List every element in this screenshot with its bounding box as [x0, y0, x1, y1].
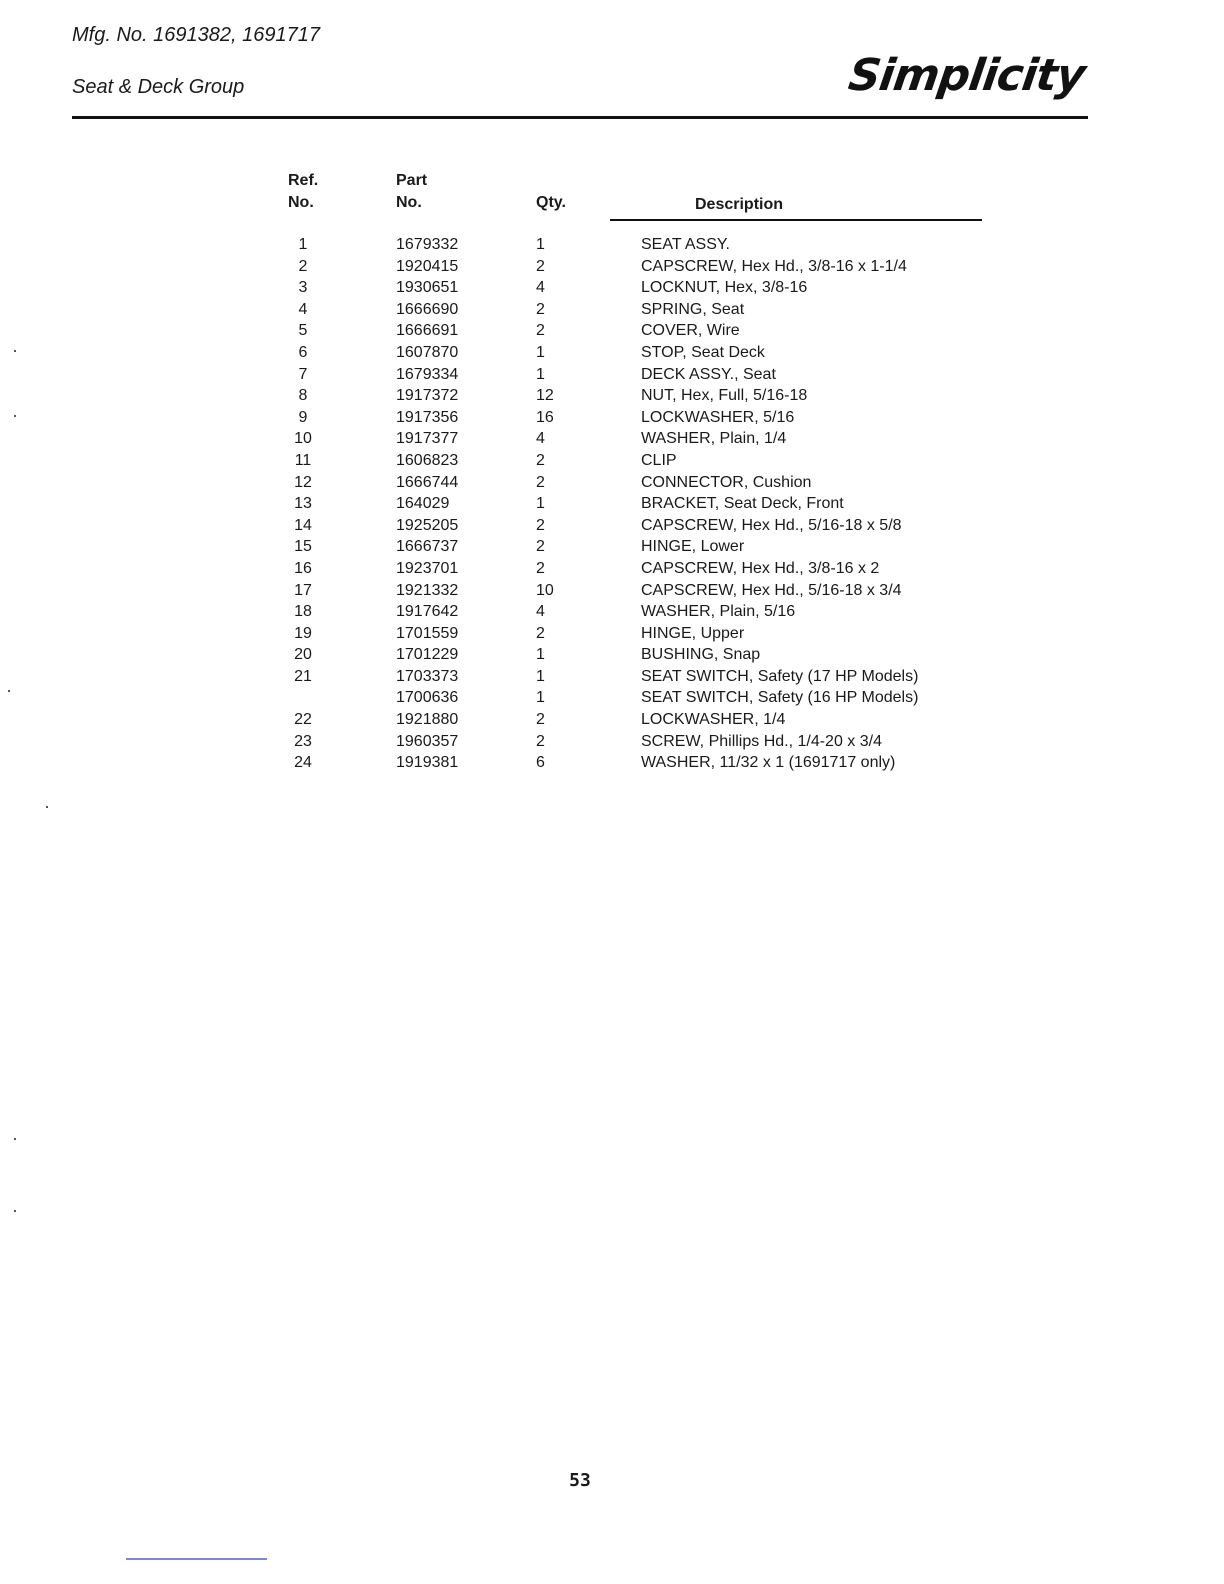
table-row: [288, 646, 982, 668]
description-cell: WASHER, 11/32 x 1 (1691717 only): [641, 754, 896, 772]
table-row: [288, 754, 982, 776]
table-row: [288, 625, 982, 647]
part-number-cell: 1679332: [396, 236, 459, 253]
ref-cell: 8: [298, 387, 308, 405]
quantity-cell: 1: [536, 343, 545, 361]
table-body: [288, 236, 982, 776]
part-number-cell: 1925205: [396, 516, 459, 534]
part-number-cell: 1921880: [396, 711, 459, 729]
table-row: [288, 322, 982, 344]
section-title: Seat & Deck Group: [72, 76, 245, 98]
margin-speck: [46, 806, 48, 808]
ref-cell: 24: [294, 754, 312, 772]
ref-cell: 10: [294, 430, 312, 448]
description-cell: CAPSCREW, Hex Hd., 3/8-16 x 1-1/4: [641, 257, 907, 275]
description-cell: STOP, Seat Deck: [641, 343, 765, 361]
header-divider: [72, 116, 1088, 119]
description-cell: LOCKWASHER, 1/4: [641, 711, 786, 729]
table-row: [288, 430, 982, 452]
part-number-cell: 1917377: [396, 430, 459, 448]
description-cell: LOCKNUT, Hex, 3/8-16: [641, 279, 808, 297]
ref-cell: 13: [294, 495, 312, 513]
quantity-cell: 10: [536, 581, 554, 599]
part-number-cell: 1919381: [396, 754, 459, 772]
brand-logo: Simplicity: [845, 50, 1088, 101]
quantity-cell: 1: [536, 667, 545, 685]
ref-cell: 16: [294, 559, 312, 577]
table-row: [288, 711, 982, 733]
description-cell: COVER, Wire: [641, 322, 740, 340]
part-number-cell: 1923701: [396, 559, 459, 577]
quantity-cell: 2: [536, 257, 545, 275]
ref-cell: 3: [298, 279, 308, 297]
table-row: [288, 603, 982, 625]
table-row: [288, 517, 982, 539]
part-number-cell: 1960357: [396, 732, 459, 750]
description-cell: LOCKWASHER, 5/16: [641, 408, 795, 426]
part-number-cell: 1700636: [396, 689, 459, 707]
ref-cell: 17: [294, 581, 312, 599]
margin-speck: [14, 1210, 16, 1212]
table-row: [288, 668, 982, 690]
quantity-cell: 2: [536, 451, 545, 469]
description-cell: BUSHING, Snap: [641, 646, 761, 664]
table-row: [288, 258, 982, 280]
table-row: [288, 689, 982, 711]
table-header: [288, 172, 982, 220]
ref-cell: 15: [294, 538, 312, 556]
table-row: [288, 582, 982, 604]
page-number: 53: [569, 1470, 591, 1491]
ref-cell: 4: [298, 300, 308, 318]
quantity-cell: 2: [536, 322, 545, 340]
ref-cell: 20: [294, 646, 312, 664]
footer-rule: [126, 1558, 267, 1560]
quantity-cell: 2: [536, 516, 545, 534]
description-cell: CLIP: [641, 451, 677, 469]
description-header: Description: [695, 196, 784, 213]
ref-cell: 11: [294, 451, 312, 469]
table-row: [288, 474, 982, 496]
qty-header: Qty.: [536, 194, 566, 211]
part-number-cell: 1701229: [396, 646, 459, 664]
description-cell: SEAT ASSY.: [641, 236, 730, 253]
table-row: [288, 279, 982, 301]
manufacturer-number: Mfg. No. 1691382, 1691717: [72, 24, 320, 46]
quantity-cell: 1: [536, 646, 545, 664]
description-cell: CONNECTOR, Cushion: [641, 473, 812, 491]
description-cell: WASHER, Plain, 5/16: [641, 603, 796, 621]
description-cell: WASHER, Plain, 1/4: [641, 430, 787, 448]
quantity-cell: 4: [536, 430, 545, 448]
table-row: [288, 560, 982, 582]
margin-speck: [14, 350, 16, 352]
part-number-cell: 1607870: [396, 343, 459, 361]
description-header-rule: [610, 219, 982, 221]
description-cell: SEAT SWITCH, Safety (17 HP Models): [641, 667, 919, 685]
description-cell: SEAT SWITCH, Safety (16 HP Models): [641, 689, 919, 707]
part-number-cell: 1920415: [396, 257, 459, 275]
description-cell: HINGE, Lower: [641, 538, 745, 556]
part-number-cell: 1701559: [396, 624, 459, 642]
ref-cell: 7: [298, 365, 308, 383]
description-cell: CAPSCREW, Hex Hd., 3/8-16 x 2: [641, 559, 880, 577]
quantity-cell: 1: [536, 365, 545, 383]
ref-cell: 19: [294, 624, 312, 642]
quantity-cell: 2: [536, 624, 545, 642]
ref-cell: 1: [298, 236, 308, 253]
table-row: [288, 344, 982, 366]
table-row: [288, 495, 982, 517]
description-cell: BRACKET, Seat Deck, Front: [641, 495, 844, 513]
ref-cell: 21: [294, 667, 312, 685]
margin-speck: [8, 690, 10, 692]
ref-cell: 23: [294, 732, 312, 750]
table-row: [288, 538, 982, 560]
description-cell: CAPSCREW, Hex Hd., 5/16-18 x 3/4: [641, 581, 902, 599]
quantity-cell: 4: [536, 603, 545, 621]
quantity-cell: 6: [536, 754, 545, 772]
margin-speck: [14, 415, 16, 417]
description-cell: CAPSCREW, Hex Hd., 5/16-18 x 5/8: [641, 516, 902, 534]
part-number-cell: 1703373: [396, 667, 459, 685]
part-number-cell: 164029: [396, 495, 450, 513]
ref-cell: 12: [294, 473, 312, 491]
quantity-cell: 4: [536, 279, 545, 297]
quantity-cell: 1: [536, 495, 545, 513]
description-cell: DECK ASSY., Seat: [641, 365, 776, 383]
quantity-cell: 2: [536, 559, 545, 577]
quantity-cell: 1: [536, 689, 545, 707]
table-row: [288, 301, 982, 323]
table-row: [288, 733, 982, 755]
part-number-cell: 1606823: [396, 451, 459, 469]
quantity-cell: 1: [536, 236, 545, 253]
part-number-cell: 1666744: [396, 473, 459, 491]
part-header-line2: No.: [396, 194, 422, 211]
quantity-cell: 16: [536, 408, 554, 426]
part-number-cell: 1666690: [396, 300, 459, 318]
ref-cell: 6: [298, 343, 308, 361]
part-number-cell: 1666737: [396, 538, 459, 556]
ref-cell: 9: [298, 408, 308, 426]
table-row: [288, 387, 982, 409]
ref-cell: 5: [298, 322, 308, 340]
table-row: [288, 366, 982, 388]
table-row: [288, 452, 982, 474]
description-cell: SCREW, Phillips Hd., 1/4-20 x 3/4: [641, 732, 882, 750]
description-cell: HINGE, Upper: [641, 624, 745, 642]
quantity-cell: 2: [536, 538, 545, 556]
ref-cell: 14: [294, 516, 312, 534]
quantity-cell: 2: [536, 711, 545, 729]
part-header-line1: Part: [396, 172, 428, 189]
part-number-cell: 1917642: [396, 603, 459, 621]
ref-header-line2: No.: [288, 194, 314, 211]
ref-cell: 22: [294, 711, 312, 729]
table-row: [288, 409, 982, 431]
table-row: [288, 236, 982, 258]
parts-table: [288, 172, 982, 772]
part-number-cell: 1930651: [396, 279, 459, 297]
part-number-cell: 1679334: [396, 365, 459, 383]
part-number-cell: 1666691: [396, 322, 459, 340]
part-number-cell: 1917356: [396, 408, 459, 426]
quantity-cell: 2: [536, 473, 545, 491]
ref-cell: 2: [298, 257, 308, 275]
quantity-cell: 12: [536, 387, 554, 405]
ref-header-line1: Ref.: [288, 172, 319, 189]
ref-cell: 18: [294, 603, 312, 621]
part-number-cell: 1921332: [396, 581, 459, 599]
description-cell: SPRING, Seat: [641, 300, 745, 318]
description-cell: NUT, Hex, Full, 5/16-18: [641, 387, 808, 405]
quantity-cell: 2: [536, 732, 545, 750]
part-number-cell: 1917372: [396, 387, 459, 405]
margin-speck: [14, 1138, 16, 1140]
quantity-cell: 2: [536, 300, 545, 318]
